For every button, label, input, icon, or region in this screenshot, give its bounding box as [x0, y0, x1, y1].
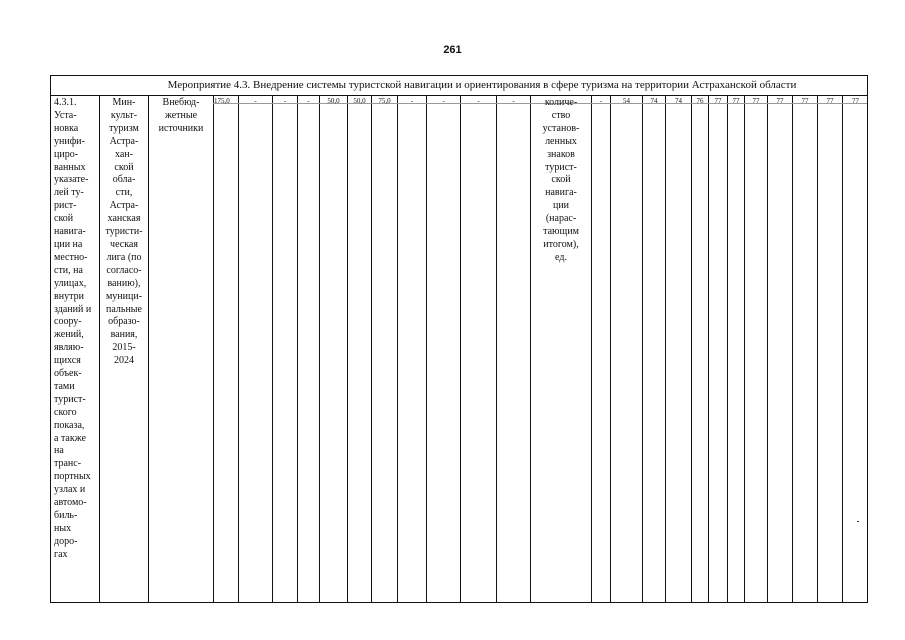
- column-divider: [817, 96, 818, 602]
- financing-value: -: [307, 97, 310, 105]
- column-divider: [727, 96, 728, 602]
- column-divider: [347, 96, 348, 602]
- financing-value: -: [442, 97, 445, 105]
- financing-value: 175,0: [214, 97, 230, 105]
- financing-value: -: [283, 97, 287, 105]
- column-divider: [708, 96, 709, 602]
- column-divider: [297, 96, 298, 602]
- executor-cell: Мин- культ- туризм Астра- хан- ской обла- сти, Астра- ханская туристи- ческая лига (по согласо- ванию), муници- пальные образо- вания, 2015- 2024: [105, 97, 143, 367]
- column-divider: [238, 96, 239, 602]
- indicator-value: 74: [675, 97, 682, 105]
- measure-code-name: 4.3.1. Уста- новка унифи- циро- ванных указате- лей ту- рист- ской навига- ции на местно- сти, на улицах, внутри зданий и соору- жений, являю- щихся объек- тами турист- ского показа, а также на транс- портных узлах и автомо- биль- ных доро- гах: [54, 97, 92, 560]
- indicator-cell: количе- ство установ- ленных знаков турист- ской навига- ции (нарас- тающим итогом), ед.: [542, 97, 580, 263]
- column-divider: [744, 96, 745, 602]
- financing-value: -: [410, 97, 414, 105]
- funding-source-cell: Внебюд- жетные источники: [158, 97, 204, 134]
- financing-value: 50,0: [353, 97, 366, 105]
- indicator-value: 77: [801, 97, 809, 105]
- indicator-value: 77: [826, 97, 834, 105]
- column-divider: [213, 96, 214, 602]
- column-divider: [842, 96, 843, 602]
- column-divider: [397, 96, 398, 602]
- column-divider: [272, 96, 273, 602]
- column-divider: [591, 96, 592, 602]
- financing-value: -: [477, 97, 480, 105]
- indicator-value: 54: [623, 97, 630, 105]
- column-divider: [460, 96, 461, 602]
- column-divider: [496, 96, 497, 602]
- financing-value: 50,0: [327, 97, 340, 105]
- column-divider: [148, 96, 149, 602]
- column-divider: [371, 96, 372, 602]
- column-divider: [691, 96, 692, 602]
- financing-value: 75,0: [378, 97, 391, 105]
- column-divider: [642, 96, 643, 602]
- indicator-value: 76: [696, 97, 704, 105]
- column-divider: [792, 96, 793, 602]
- scan-mark: [857, 521, 859, 522]
- indicator-value: -: [599, 97, 603, 105]
- column-divider: [665, 96, 666, 602]
- indicator-value: 74: [650, 97, 658, 105]
- measures-table: [50, 75, 868, 603]
- column-divider: [426, 96, 427, 602]
- section-title-row: [51, 76, 867, 96]
- column-divider: [319, 96, 320, 602]
- indicator-value: 77: [732, 97, 740, 105]
- page-number: 261: [443, 44, 462, 56]
- section-title: Мероприятие 4.3. Внедрение системы туристской навигации и ориентирования в сфере туризма на территории Астраханской области: [167, 79, 797, 91]
- indicator-value: 77: [752, 97, 760, 105]
- indicator-value: 77: [852, 97, 859, 105]
- indicator-value: 77: [776, 97, 784, 105]
- column-divider: [767, 96, 768, 602]
- column-divider: [610, 96, 611, 602]
- indicator-value: 77: [714, 97, 722, 105]
- financing-value: -: [512, 97, 515, 105]
- financing-value: -: [254, 97, 257, 105]
